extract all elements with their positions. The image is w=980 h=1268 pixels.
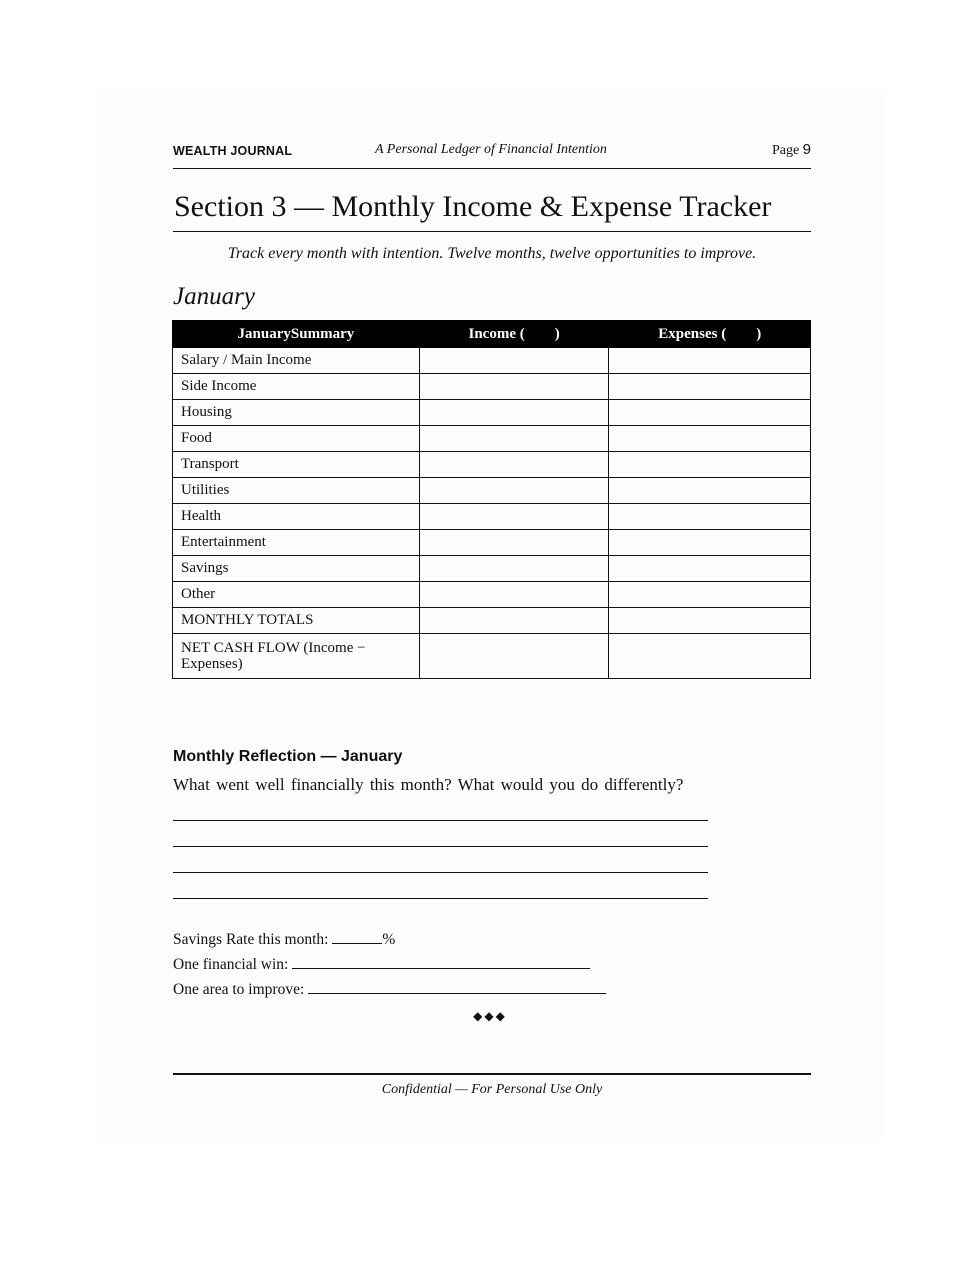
income-cell[interactable] <box>419 478 609 504</box>
table-row <box>173 504 811 530</box>
table-row <box>173 348 811 374</box>
income-cell[interactable] <box>419 504 609 530</box>
income-cell[interactable] <box>419 374 609 400</box>
page-label: Page <box>771 143 800 158</box>
area-to-improve-label: One area to improve: <box>173 981 305 998</box>
table-header-row <box>173 321 811 348</box>
expenses-cell[interactable] <box>609 556 811 582</box>
section-title: Section 3 — Monthly Income & Expense Tracker <box>174 190 772 223</box>
row-label: Salary / Main Income <box>173 348 420 374</box>
percent-sign: % <box>382 931 396 948</box>
income-cell[interactable] <box>419 530 609 556</box>
column-header-expenses: Expenses ( ) <box>609 321 811 348</box>
expenses-cell[interactable] <box>609 374 811 400</box>
row-label: Health <box>173 504 420 530</box>
financial-win-label: One financial win: <box>173 956 289 973</box>
expenses-cell[interactable] <box>609 504 811 530</box>
table-row <box>173 530 811 556</box>
income-expense-table <box>172 320 811 679</box>
financial-win-blank[interactable] <box>292 954 590 969</box>
writing-line[interactable] <box>173 846 708 847</box>
table-row <box>173 478 811 504</box>
row-label: Savings <box>173 556 420 582</box>
column-header-summary: JanuarySummary <box>173 321 420 348</box>
page-number <box>772 141 811 159</box>
table-row <box>173 634 811 679</box>
row-label: Side Income <box>173 374 420 400</box>
section-subtitle: Track every month with intention. Twelve months, twelve opportunities to improve. <box>227 245 757 262</box>
savings-rate-field <box>173 929 395 949</box>
income-cell[interactable] <box>419 608 609 634</box>
income-cell[interactable] <box>419 452 609 478</box>
writing-line[interactable] <box>173 898 708 899</box>
row-label: Food <box>173 426 420 452</box>
reflection-title: Monthly Reflection — January <box>173 748 403 765</box>
running-header <box>173 140 811 169</box>
reflection-question: What went well financially this month? What would you do differently? <box>173 775 684 794</box>
row-label: Utilities <box>173 478 420 504</box>
expenses-cell[interactable] <box>609 582 811 608</box>
table-row <box>173 582 811 608</box>
table-row <box>173 426 811 452</box>
row-label: Entertainment <box>173 530 420 556</box>
income-cell[interactable] <box>419 582 609 608</box>
table-row <box>173 608 811 634</box>
table-row <box>173 452 811 478</box>
income-cell[interactable] <box>419 634 609 679</box>
income-cell[interactable] <box>419 400 609 426</box>
table-row <box>173 556 811 582</box>
footer-divider <box>173 1073 811 1075</box>
income-cell[interactable] <box>419 556 609 582</box>
expenses-cell[interactable] <box>609 634 811 679</box>
table-row <box>173 400 811 426</box>
row-label: MONTHLY TOTALS <box>173 608 420 634</box>
section-ornament: ◆◆◆ <box>473 1009 507 1023</box>
expenses-cell[interactable] <box>609 608 811 634</box>
writing-line[interactable] <box>173 820 708 821</box>
income-cell[interactable] <box>419 426 609 452</box>
writing-line[interactable] <box>173 872 708 873</box>
savings-rate-blank[interactable] <box>332 929 382 944</box>
financial-win-field <box>173 954 590 974</box>
expenses-cell[interactable] <box>609 452 811 478</box>
expenses-cell[interactable] <box>609 426 811 452</box>
area-to-improve-blank[interactable] <box>308 979 606 994</box>
title-divider <box>173 231 811 232</box>
journal-tagline: A Personal Ledger of Financial Intention <box>375 142 607 157</box>
journal-name: WEALTH JOURNAL <box>173 144 293 158</box>
month-heading: January <box>173 283 255 310</box>
expenses-cell[interactable] <box>609 400 811 426</box>
row-label: NET CASH FLOW (Income − Expenses) <box>173 634 420 679</box>
expenses-cell[interactable] <box>609 348 811 374</box>
table-row <box>173 374 811 400</box>
row-label: Other <box>173 582 420 608</box>
savings-rate-label: Savings Rate this month: <box>173 931 329 948</box>
page-footer: Confidential — For Personal Use Only <box>381 1082 603 1097</box>
page-number-value: 9 <box>802 141 811 158</box>
expenses-cell[interactable] <box>609 478 811 504</box>
column-header-income: Income ( ) <box>419 321 609 348</box>
expenses-cell[interactable] <box>609 530 811 556</box>
income-cell[interactable] <box>419 348 609 374</box>
area-to-improve-field <box>173 979 606 999</box>
row-label: Housing <box>173 400 420 426</box>
row-label: Transport <box>173 452 420 478</box>
